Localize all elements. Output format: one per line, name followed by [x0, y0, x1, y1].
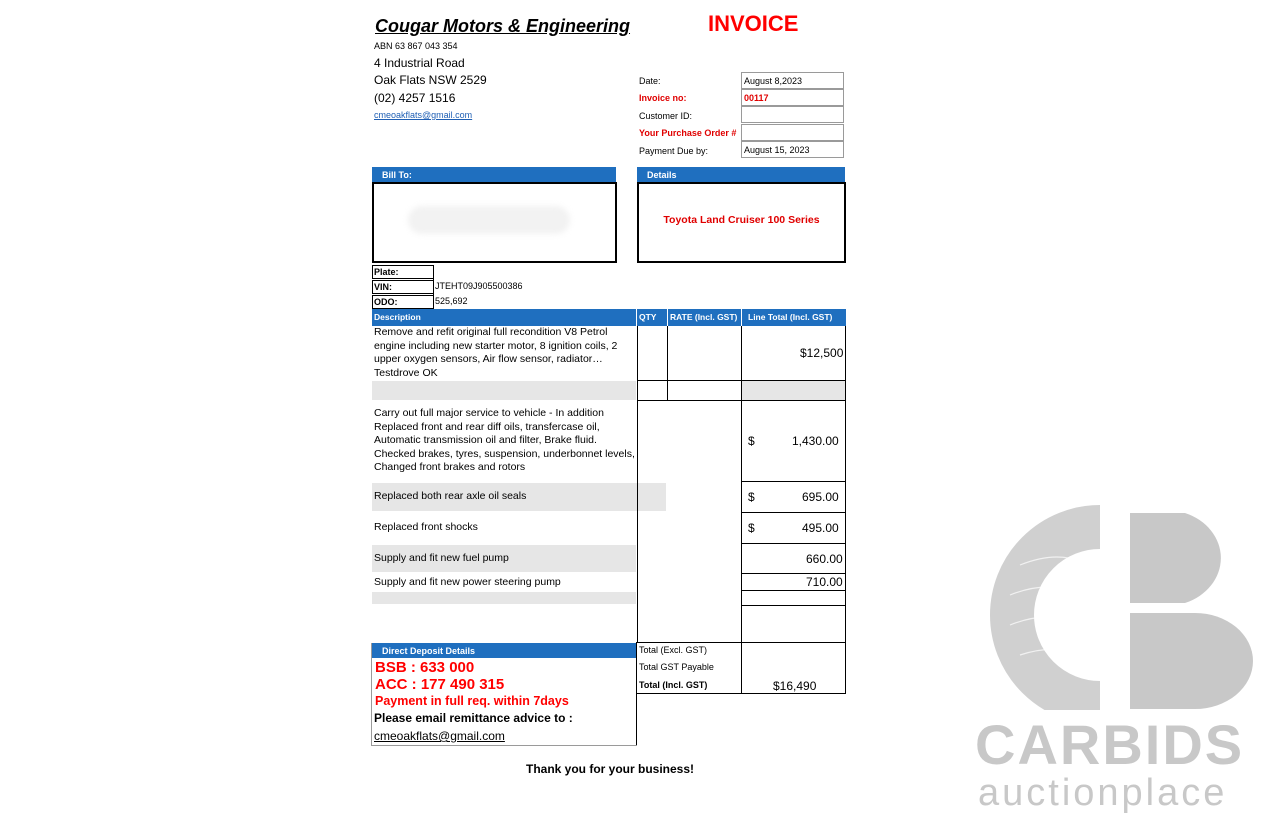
invoice-no-label: Invoice no: — [639, 93, 687, 103]
odo-value: 525,692 — [435, 296, 468, 306]
invoice-no-value: 00117 — [741, 89, 844, 106]
plate-label: Plate: — [372, 265, 434, 279]
col-header-description: Description — [372, 309, 636, 326]
payment-terms: Payment in full req. within 7days — [375, 694, 569, 708]
col-divider — [667, 326, 668, 401]
carbids-logo-mark — [980, 505, 1255, 710]
row-divider — [741, 590, 846, 591]
line-item-currency: $ — [748, 490, 755, 504]
line-item-description: Replaced both rear axle oil seals — [374, 490, 527, 502]
payment-due-label: Payment Due by: — [639, 146, 709, 156]
redacted-customer-block — [408, 206, 570, 234]
date-value: August 8,2023 — [741, 72, 844, 89]
line-item-amount: 495.00 — [802, 521, 839, 535]
line-item-description: Supply and fit new power steering pump — [374, 576, 561, 588]
deposit-left-border — [371, 643, 372, 746]
row-shade — [372, 381, 636, 400]
deposit-bottom-border — [371, 745, 637, 746]
invoice-title: INVOICE — [708, 11, 799, 36]
deposit-right-border — [636, 642, 637, 746]
odo-label: ODO: — [372, 295, 434, 309]
row-shade — [742, 381, 845, 400]
row-divider — [741, 481, 846, 482]
line-item-description: Replaced front shocks — [374, 521, 478, 533]
vin-label: VIN: — [372, 280, 434, 294]
row-divider — [741, 573, 846, 574]
col-header-rate: RATE (Incl. GST) — [668, 309, 741, 326]
line-item-currency: $ — [748, 521, 755, 535]
vehicle-model: Toyota Land Cruiser 100 Series — [663, 214, 820, 226]
customer-id-value — [741, 106, 844, 123]
details-box — [637, 182, 846, 263]
line-item-description: Carry out full major service to vehicle - In addition Replaced front and rear diff oils, transfercase oil, Automatic transmission oil and filter, Brake fluid. Checked brakes, tyres, suspension, underbonnet levels, Changed front brakes and rotors — [374, 407, 635, 474]
watermark-brand: CARBIDS — [975, 713, 1245, 776]
line-item-amount: 1,430.00 — [792, 434, 839, 448]
col-header-line-total: Line Total (Incl. GST) — [742, 309, 846, 326]
line-item-amount: 660.00 — [806, 552, 843, 566]
row-divider — [637, 400, 846, 401]
details-header: Details — [637, 167, 845, 182]
line-item-description: Supply and fit new fuel pump — [374, 552, 509, 564]
row-divider — [741, 512, 846, 513]
company-name: Cougar Motors & Engineering — [375, 16, 631, 36]
line-item-amount: 695.00 — [802, 490, 839, 504]
row-divider — [637, 642, 846, 643]
row-divider — [637, 380, 846, 381]
company-email-link[interactable]: cmeoakflats@gmail.com — [374, 110, 473, 120]
company-address-line2: Oak Flats NSW 2529 — [374, 73, 487, 87]
total-excl-gst-label: Total (Excl. GST) — [639, 645, 708, 655]
account-number: ACC : 177 490 315 — [375, 676, 505, 693]
total-incl-gst-label: Total (Incl. GST) — [639, 680, 708, 690]
remittance-instruction: Please email remittance advice to : — [374, 711, 573, 725]
deposit-header: Direct Deposit Details — [372, 643, 636, 658]
line-item-description: Remove and refit original full recondition V8 Petrol engine including new starter motor, 8 ignition coils, 2 upper oxygen sensors, Air flow sensor, radiator…Testdrove OK — [374, 326, 618, 379]
thank-you-note: Thank you for your business! — [526, 762, 695, 776]
col-header-qty: QTY — [637, 309, 667, 326]
company-abn: ABN 63 867 043 354 — [374, 41, 458, 51]
row-shade — [372, 592, 636, 604]
company-address-line1: 4 Industrial Road — [374, 56, 465, 70]
remittance-email-link[interactable]: cmeoakflats@gmail.com — [374, 729, 505, 743]
payment-due-value: August 15, 2023 — [741, 141, 844, 158]
vin-value: JTEHT09J905500386 — [435, 281, 523, 291]
watermark-tagline: auctionplace — [978, 772, 1228, 814]
row-divider — [741, 605, 846, 606]
line-item-amount: $12,500 — [800, 346, 844, 360]
vehicle-info-divider — [433, 265, 434, 309]
col-divider — [637, 326, 638, 643]
company-phone: (02) 4257 1516 — [374, 91, 456, 105]
date-label: Date: — [639, 76, 661, 86]
customer-id-label: Customer ID: — [639, 111, 693, 121]
row-divider — [741, 543, 846, 544]
purchase-order-value — [741, 124, 844, 141]
bsb-number: BSB : 633 000 — [375, 659, 475, 676]
row-divider — [637, 693, 846, 694]
col-divider — [845, 326, 846, 694]
col-divider — [741, 326, 742, 694]
total-incl-gst-value: $16,490 — [773, 679, 817, 693]
total-gst-label: Total GST Payable — [639, 662, 714, 672]
purchase-order-label: Your Purchase Order # — [639, 128, 737, 138]
bill-to-header: Bill To: — [372, 167, 616, 182]
line-item-currency: $ — [748, 434, 755, 448]
line-item-amount: 710.00 — [806, 575, 843, 589]
